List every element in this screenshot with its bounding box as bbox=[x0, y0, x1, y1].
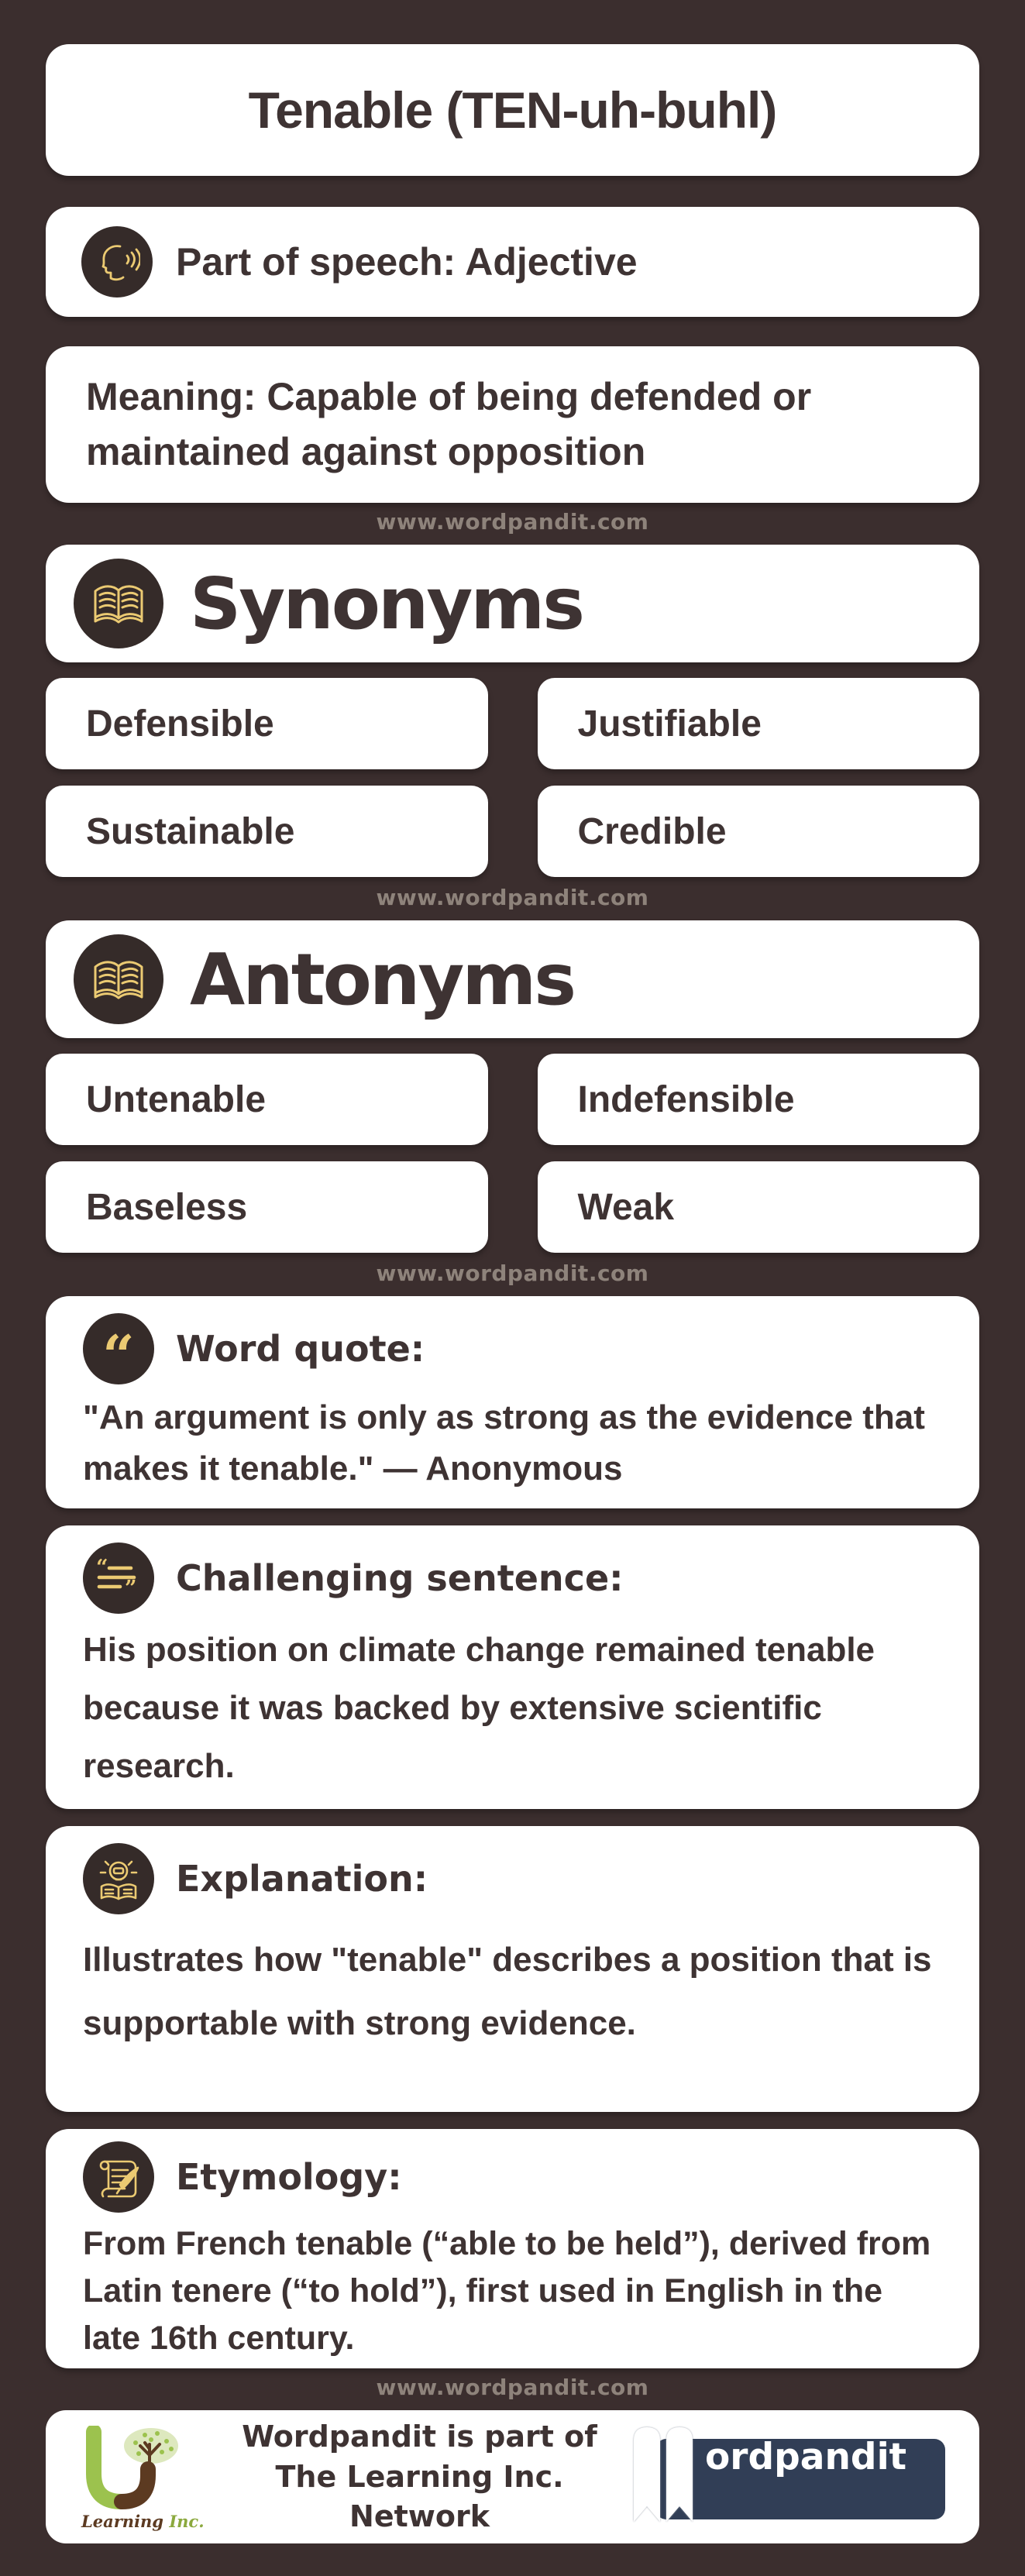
word-quote-text: "An argument is only as strong as the evidence that makes it tenable." — Anonymous bbox=[83, 1398, 925, 1487]
synonym-word: Sustainable bbox=[86, 810, 295, 852]
speaking-head-icon bbox=[81, 226, 153, 297]
footer-card bbox=[46, 2410, 979, 2543]
footer-network-text bbox=[227, 2417, 628, 2536]
antonym-word: Indefensible bbox=[577, 1078, 795, 1120]
watermark: www.wordpandit.com bbox=[376, 1260, 649, 1286]
synonym-word: Justifiable bbox=[577, 703, 762, 745]
antonyms-header-card bbox=[46, 920, 979, 1038]
synonyms-grid bbox=[46, 678, 979, 877]
word-quote-card bbox=[46, 1296, 979, 1508]
learning-inc-caption bbox=[81, 2512, 227, 2531]
learning-inc-tree-logo bbox=[80, 2426, 227, 2531]
antonym-word: Untenable bbox=[86, 1078, 267, 1120]
part-of-speech-text: Part of speech: Adjective bbox=[176, 240, 638, 284]
explanation-text: Illustrates how "tenable" describes a position that is supportable with strong evidence. bbox=[83, 1941, 932, 2042]
antonym-item bbox=[46, 1161, 488, 1253]
antonyms-grid bbox=[46, 1054, 979, 1253]
scroll-quill-icon bbox=[83, 2141, 154, 2213]
wordpandit-bookmark-logo bbox=[628, 2419, 945, 2535]
lightbulb-book-icon bbox=[83, 1843, 154, 1914]
meaning-card bbox=[46, 346, 979, 503]
svg-text:“: “ bbox=[96, 1556, 108, 1580]
open-book-icon bbox=[74, 934, 163, 1024]
svg-text:“: “ bbox=[102, 1322, 135, 1384]
wordpandit-logo-text: ordpandit bbox=[705, 2436, 907, 2479]
quoted-lines-icon bbox=[83, 1543, 154, 1614]
challenging-sentence-text: His position on climate change remained tenable because it was backed by extensive scientific research. bbox=[83, 1631, 875, 1785]
etymology-card bbox=[46, 2129, 979, 2368]
explanation-card bbox=[46, 1826, 979, 2112]
antonym-item bbox=[46, 1054, 488, 1145]
synonym-word: Credible bbox=[577, 810, 727, 852]
antonym-item bbox=[538, 1161, 980, 1253]
synonym-item bbox=[538, 786, 980, 877]
etymology-text: From French tenable (“able to be held”), derived from Latin tenere (“to hold”), first used in English in the late 16th century. bbox=[83, 2225, 931, 2358]
synonym-item bbox=[46, 678, 488, 769]
footer-line1: Wordpandit is part of bbox=[242, 2420, 597, 2454]
synonym-item bbox=[538, 678, 980, 769]
double-quote-icon bbox=[83, 1313, 154, 1384]
bookmark-w-icon bbox=[628, 2419, 705, 2535]
antonym-word: Weak bbox=[577, 1186, 675, 1228]
part-of-speech-card bbox=[46, 207, 979, 317]
etymology-heading: Etymology: bbox=[176, 2156, 402, 2199]
challenging-sentence-card bbox=[46, 1525, 979, 1809]
watermark: www.wordpandit.com bbox=[376, 2375, 649, 2401]
explanation-heading: Explanation: bbox=[176, 1858, 428, 1900]
watermark: www.wordpandit.com bbox=[376, 885, 649, 910]
antonym-word: Baseless bbox=[86, 1186, 248, 1228]
footer-line2: The Learning Inc. Network bbox=[275, 2459, 564, 2533]
antonyms-heading: Antonyms bbox=[190, 937, 574, 1021]
synonyms-header-card bbox=[46, 545, 979, 662]
svg-text:”: ” bbox=[125, 1577, 137, 1601]
synonym-item bbox=[46, 786, 488, 877]
word-title-card bbox=[46, 44, 979, 176]
word-quote-heading: Word quote: bbox=[176, 1328, 425, 1370]
open-book-icon bbox=[74, 559, 163, 648]
synonyms-heading: Synonyms bbox=[190, 562, 583, 645]
challenging-sentence-heading: Challenging sentence: bbox=[176, 1557, 624, 1599]
watermark: www.wordpandit.com bbox=[376, 509, 649, 535]
antonym-item bbox=[538, 1054, 980, 1145]
word-title: Tenable (TEN-uh-buhl) bbox=[248, 81, 777, 139]
meaning-text: Meaning: Capable of being defended or maintained against opposition bbox=[86, 375, 812, 473]
inc-word: Inc. bbox=[169, 2512, 205, 2532]
learning-word: Learning bbox=[81, 2512, 163, 2532]
synonym-word: Defensible bbox=[86, 703, 274, 745]
